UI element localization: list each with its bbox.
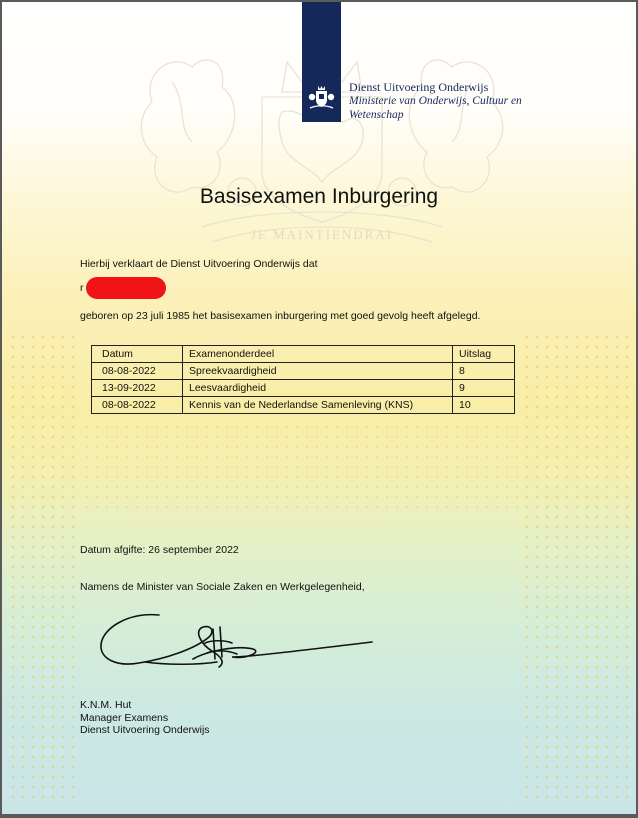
- table-header-row: [92, 346, 515, 363]
- table-row: [92, 363, 515, 380]
- signatory-organization: Dienst Uitvoering Onderwijs: [80, 724, 210, 736]
- column-header-result: Uitslag: [453, 346, 515, 363]
- row-result: 9: [453, 380, 515, 397]
- row-date: 08-08-2022: [92, 363, 183, 380]
- dot-pattern-mid: [82, 422, 522, 512]
- on-behalf-statement: Namens de Minister van Sociale Zaken en Werkgelegenheid,: [80, 581, 365, 593]
- certificate-page: [2, 2, 636, 814]
- column-header-subject: Examenonderdeel: [183, 346, 453, 363]
- dot-pattern-left: [8, 332, 78, 802]
- row-date: 08-08-2022: [92, 397, 183, 414]
- row-result: 10: [453, 397, 515, 414]
- column-header-date: Datum: [92, 346, 183, 363]
- organization-name: Dienst Uitvoering Onderwijs: [349, 80, 489, 94]
- coat-of-arms-logo-icon: [307, 84, 336, 112]
- results-table: [91, 345, 515, 414]
- signatory-name: K.N.M. Hut: [80, 699, 132, 711]
- birth-statement: geboren op 23 juli 1985 het basisexamen inburgering met goed gevolg heeft afgelegd.: [80, 310, 481, 322]
- name-redaction: [86, 277, 166, 299]
- issue-date: Datum afgifte: 26 september 2022: [80, 544, 239, 556]
- signature-image: [97, 607, 377, 687]
- table-row: [92, 397, 515, 414]
- candidate-name: r: [80, 282, 84, 294]
- row-subject: Spreekvaardigheid: [183, 363, 453, 380]
- table-row: [92, 380, 515, 397]
- certificate-title: Basisexamen Inburgering: [199, 185, 439, 208]
- dot-pattern-right: [522, 332, 630, 802]
- row-date: 13-09-2022: [92, 380, 183, 397]
- row-subject: Kennis van de Nederlandse Samenleving (KNS): [183, 397, 453, 414]
- motto-text: JE MAINTIENDRAI: [250, 227, 394, 242]
- ministry-name-line1: Ministerie van Onderwijs, Cultuur en: [349, 95, 522, 107]
- signatory-role: Manager Examens: [80, 712, 169, 724]
- row-subject: Leesvaardigheid: [183, 380, 453, 397]
- intro-statement: Hierbij verklaart de Dienst Uitvoering Onderwijs dat: [80, 258, 318, 270]
- ministry-name-line2: Wetenschap: [349, 109, 404, 121]
- row-result: 8: [453, 363, 515, 380]
